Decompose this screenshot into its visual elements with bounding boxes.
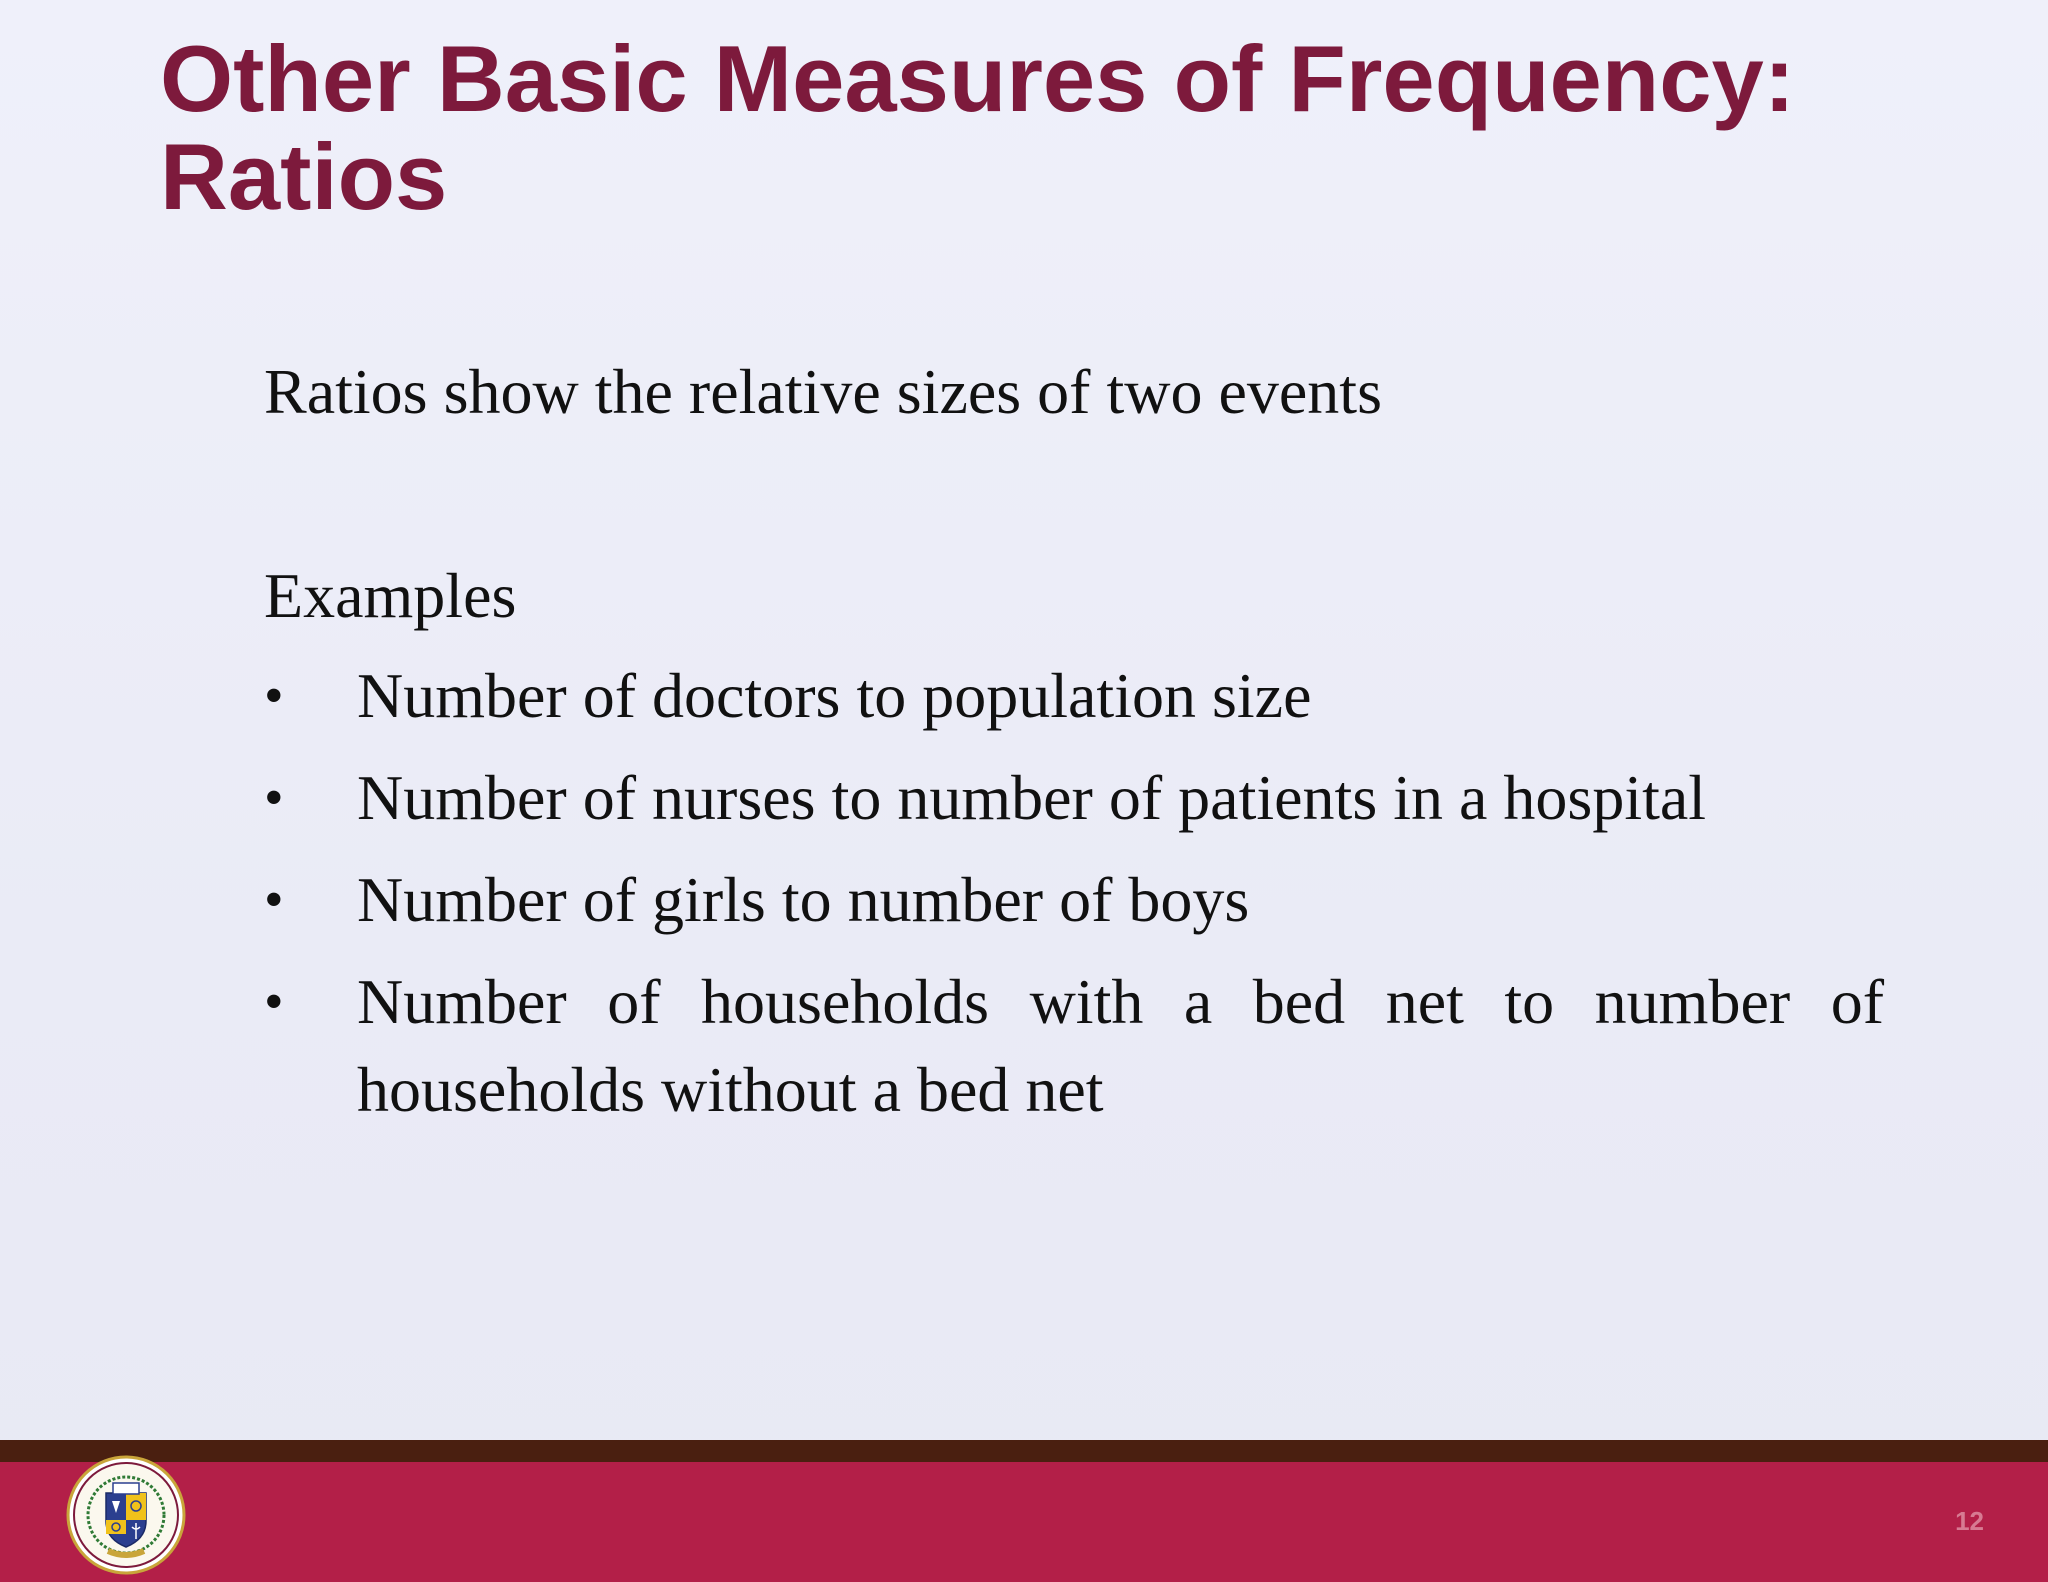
bullet-icon: • xyxy=(264,971,284,1033)
footer-divider xyxy=(0,1440,2048,1462)
examples-heading: Examples xyxy=(264,560,517,631)
intro-text: Ratios show the relative sizes of two events xyxy=(264,356,1382,427)
list-item xyxy=(264,652,1884,740)
list-item-text: Number of households with a bed net to number of households without a bed net xyxy=(357,966,1884,1125)
page-number: 12 xyxy=(1955,1506,1984,1536)
list-item xyxy=(264,856,1884,944)
slide-title-line-2: Ratios xyxy=(160,124,448,229)
bullet-icon: • xyxy=(264,869,284,931)
list-item-text: Number of nurses to number of patients in a hospital xyxy=(357,762,1707,833)
list-item-text: Number of doctors to population size xyxy=(357,660,1312,731)
bullet-icon: • xyxy=(264,665,284,727)
university-seal-icon xyxy=(66,1455,186,1575)
list-item xyxy=(264,754,1884,842)
slide-title-line-1: Other Basic Measures of Frequency: xyxy=(160,26,1796,131)
slide-title xyxy=(160,26,1960,229)
list-item-text: Number of girls to number of boys xyxy=(357,864,1250,935)
examples-list xyxy=(264,652,1884,1148)
list-item xyxy=(264,958,1884,1134)
bullet-icon: • xyxy=(264,767,284,829)
